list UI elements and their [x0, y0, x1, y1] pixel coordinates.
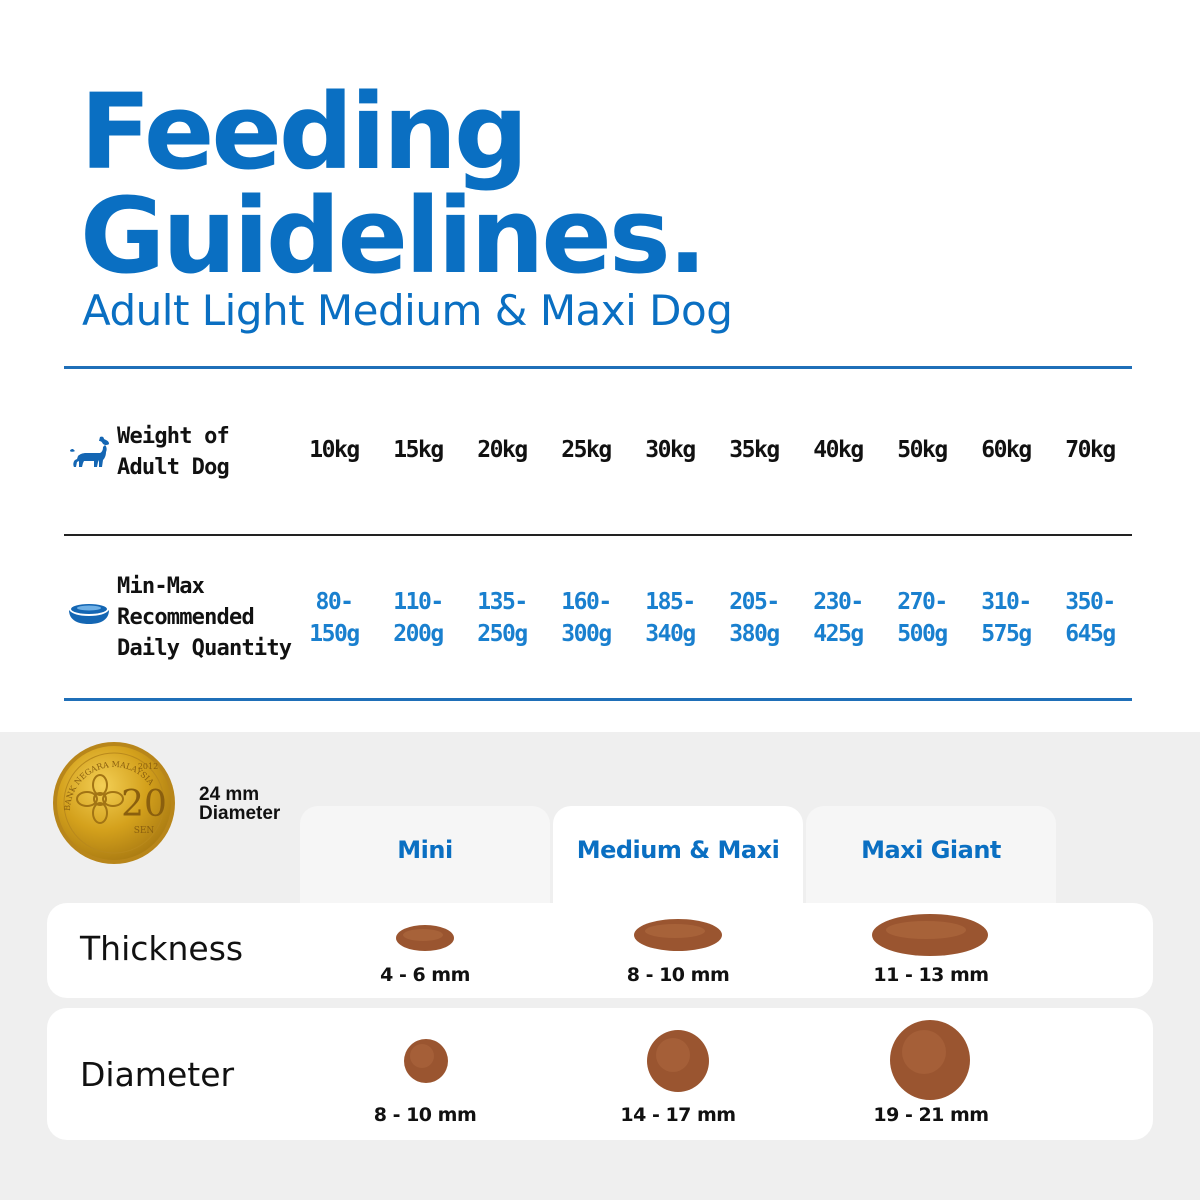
- quantity-cell: [880, 586, 964, 650]
- quantity-label-line: Recommended: [117, 605, 254, 630]
- quantity-cell: [712, 586, 796, 650]
- kibble-giant-side: [868, 910, 992, 960]
- quantity-cell: [544, 586, 628, 650]
- page-title: Feeding Guidelines.: [80, 71, 705, 297]
- coin-unit: SEN: [133, 826, 155, 836]
- quantity-min: 185-: [645, 589, 695, 615]
- thickness-label: Thickness: [80, 929, 244, 968]
- weight-cell: 30kg: [645, 437, 695, 463]
- weight-cell: 25kg: [561, 437, 611, 463]
- quantity-cell: [796, 586, 880, 650]
- quantity-max: 300g: [561, 621, 611, 647]
- quantity-min: 270-: [897, 589, 947, 615]
- quantity-cell: [628, 586, 712, 650]
- weight-label-line: Weight of: [117, 424, 230, 449]
- tab-label-mini: Mini: [397, 836, 453, 864]
- coin-caption-line: 24 mm: [199, 784, 260, 805]
- quantity-cell: [292, 586, 376, 650]
- thickness-size-medium-maxi: 8 - 10 mm: [626, 964, 730, 986]
- quantity-row-label: [117, 571, 291, 664]
- kibble-medium-top: [645, 1028, 711, 1094]
- weight-cell: 40kg: [813, 437, 863, 463]
- diameter-size-mini: 8 - 10 mm: [373, 1104, 477, 1126]
- quantity-cell: [964, 586, 1048, 650]
- page-subtitle: Adult Light Medium & Maxi Dog: [82, 286, 733, 335]
- weight-label-line: Adult Dog: [117, 455, 230, 480]
- quantity-max: 150g: [309, 621, 359, 647]
- divider-top: [64, 366, 1132, 369]
- quantity-min: 80-: [315, 589, 353, 615]
- coin-rim-text: BANK NEGARA MALAYSIA: [62, 759, 156, 812]
- kibble-mini-top: [402, 1037, 450, 1085]
- coin-caption-line: Diameter: [199, 803, 281, 824]
- quantity-cell: [1048, 586, 1132, 650]
- weight-cell: 70kg: [1065, 437, 1115, 463]
- kibble-mini-side: [393, 922, 457, 954]
- quantity-max: 200g: [393, 621, 443, 647]
- weight-cell: 35kg: [729, 437, 779, 463]
- quantity-min: 205-: [729, 589, 779, 615]
- divider-middle: [64, 534, 1132, 536]
- quantity-min: 110-: [393, 589, 443, 615]
- quantity-max: 500g: [897, 621, 947, 647]
- thickness-size-maxi-giant: 11 - 13 mm: [873, 964, 989, 986]
- thickness-size-mini: 4 - 6 mm: [380, 964, 470, 986]
- weight-cell: 50kg: [897, 437, 947, 463]
- divider-bottom: [64, 698, 1132, 701]
- quantity-cell: [376, 586, 460, 650]
- coin-caption: [199, 785, 280, 823]
- weight-cell: 20kg: [477, 437, 527, 463]
- quantity-min: 350-: [1065, 589, 1115, 615]
- quantity-min: 310-: [981, 589, 1031, 615]
- diameter-label: Diameter: [80, 1055, 235, 1094]
- kibble-giant-top: [888, 1018, 972, 1102]
- quantity-max: 340g: [645, 621, 695, 647]
- coin-image: [52, 741, 176, 865]
- tab-label-medium-maxi: Medium & Maxi: [576, 836, 780, 864]
- quantity-max: 380g: [729, 621, 779, 647]
- weight-row-label: [117, 421, 229, 483]
- diameter-size-maxi-giant: 19 - 21 mm: [873, 1104, 989, 1126]
- quantity-max: 425g: [813, 621, 863, 647]
- quantity-max: 645g: [1065, 621, 1115, 647]
- weight-cell: 60kg: [981, 437, 1031, 463]
- quantity-max: 250g: [477, 621, 527, 647]
- quantity-max: 575g: [981, 621, 1031, 647]
- coin-value: 20: [121, 784, 167, 825]
- quantity-cell: [460, 586, 544, 650]
- tab-label-maxi-giant: Maxi Giant: [861, 836, 1001, 864]
- quantity-label-line: Min-Max: [117, 574, 205, 599]
- weight-cell: 10kg: [309, 437, 359, 463]
- diameter-size-medium-maxi: 14 - 17 mm: [620, 1104, 736, 1126]
- coin-year: 2012: [137, 762, 159, 771]
- quantity-min: 160-: [561, 589, 611, 615]
- dog-icon: [70, 435, 110, 469]
- kibble-medium-side: [631, 915, 725, 955]
- quantity-label-line: Daily Quantity: [117, 636, 292, 661]
- weight-cell: 15kg: [393, 437, 443, 463]
- quantity-min: 230-: [813, 589, 863, 615]
- quantity-min: 135-: [477, 589, 527, 615]
- food-bowl-icon: [68, 602, 110, 626]
